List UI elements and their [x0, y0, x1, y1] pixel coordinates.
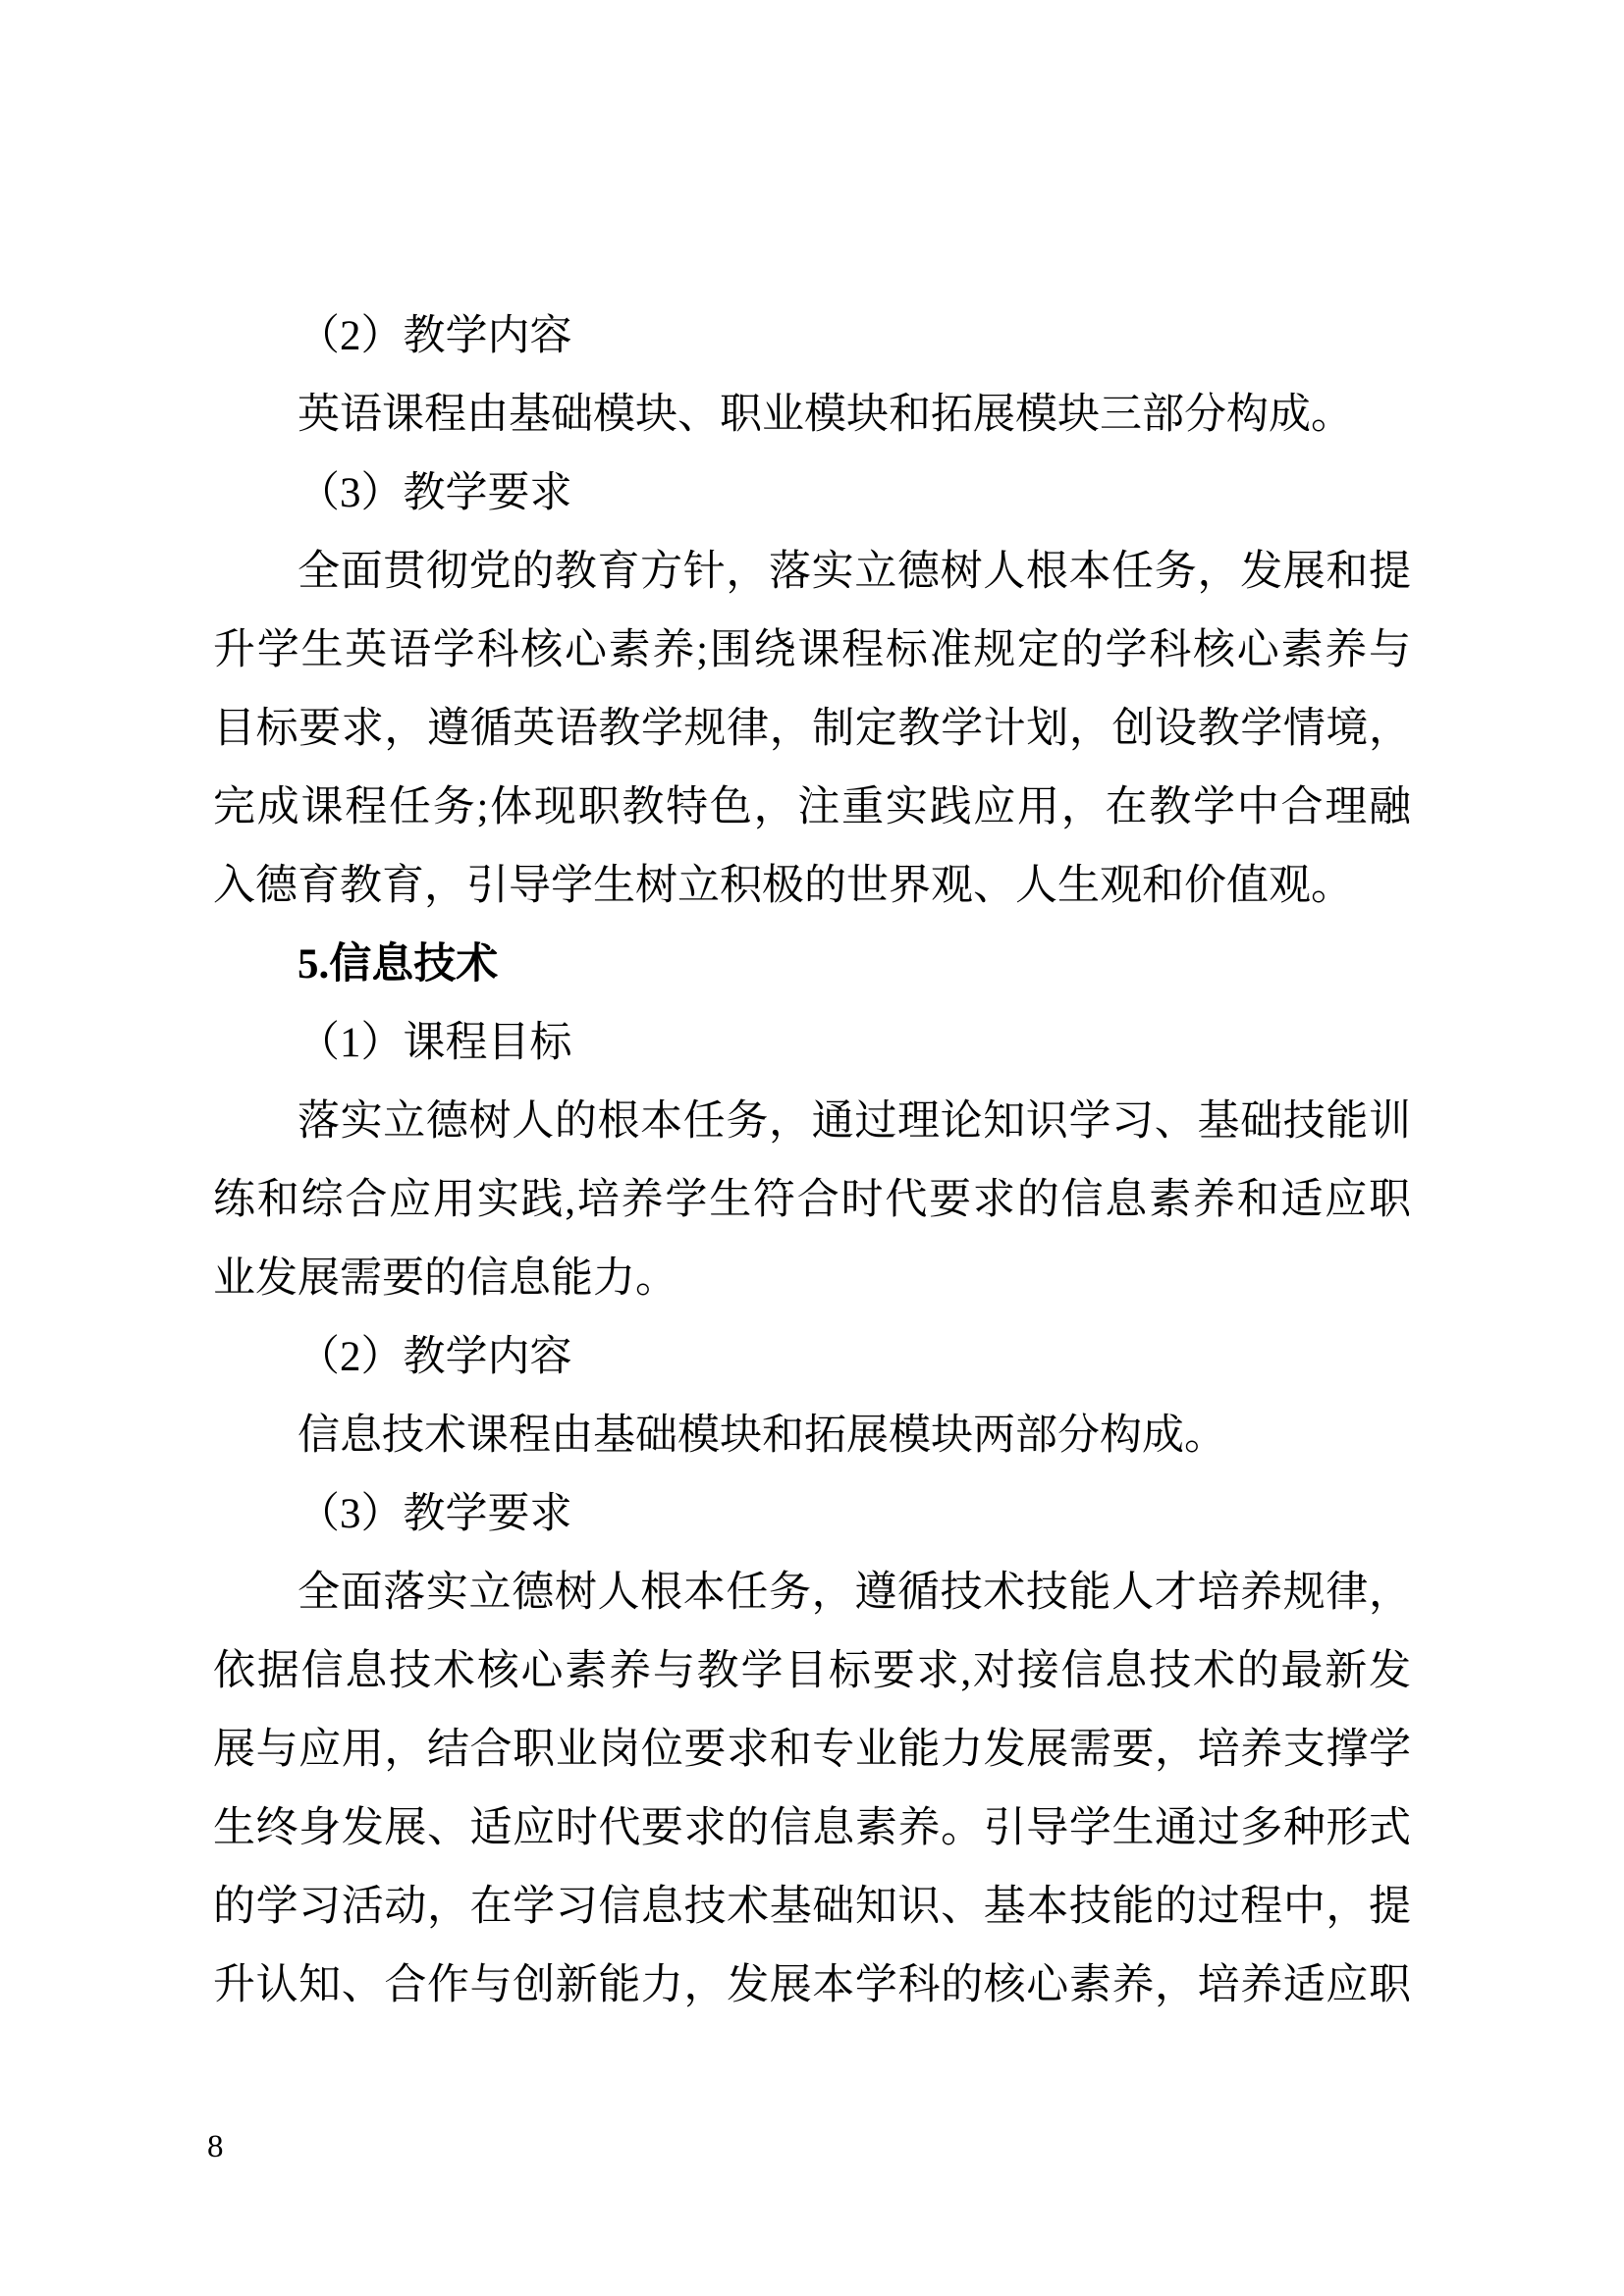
- text-line: 依据信息技术核心素养与教学目标要求,对接信息技术的最新发: [213, 1648, 1411, 1694]
- text-line: 练和综合应用实践,培养学生符合时代要求的信息素养和适应职: [213, 1177, 1411, 1223]
- text-line: 目标要求，遵循英语教学规律，制定教学计划，创设教学情境，: [213, 706, 1411, 752]
- text-line: 入德育教育，引导学生树立积极的世界观、人生观和价值观。: [213, 863, 1353, 909]
- text-line: 业发展需要的信息能力。: [213, 1255, 677, 1302]
- text-line: 落实立德树人的根本任务，通过理论知识学习、基础技能训: [298, 1098, 1411, 1145]
- text-line: 全面落实立德树人根本任务，遵循技术技能人才培养规律，: [298, 1570, 1411, 1616]
- text-line: 生终身发展、适应时代要求的信息素养。引导学生通过多种形式: [213, 1805, 1411, 1851]
- heading-line: （1）课程目标: [298, 1020, 572, 1066]
- document-text-block: [213, 311, 1411, 2039]
- text-line: 展与应用，结合职业岗位要求和专业能力发展需要，培养支撑学: [213, 1727, 1411, 1773]
- text-line: 信息技术课程由基础模块和拓展模块两部分构成。: [298, 1413, 1226, 1459]
- heading-line: （3）教学要求: [298, 470, 572, 516]
- heading-line: （2）教学内容: [298, 313, 572, 359]
- page-number: 8: [207, 2129, 224, 2164]
- heading-line: （3）教学要求: [298, 1491, 572, 1537]
- heading-line: （2）教学内容: [298, 1334, 572, 1380]
- text-line: 升认知、合作与创新能力，发展本学科的核心素养，培养适应职: [213, 1962, 1411, 2008]
- text-line: 完成课程任务;体现职教特色，注重实践应用，在教学中合理融: [213, 784, 1411, 830]
- text-line: 的学习活动，在学习信息技术基础知识、基本技能的过程中，提: [213, 1884, 1411, 1930]
- section-heading: 5.信息技术: [298, 941, 499, 988]
- text-line: 全面贯彻党的教育方针，落实立德树人根本任务，发展和提: [298, 549, 1411, 595]
- text-line: 英语课程由基础模块、职业模块和拓展模块三部分构成。: [298, 392, 1353, 438]
- text-line: 升学生英语学科核心素养;围绕课程标准规定的学科核心素养与: [213, 627, 1411, 673]
